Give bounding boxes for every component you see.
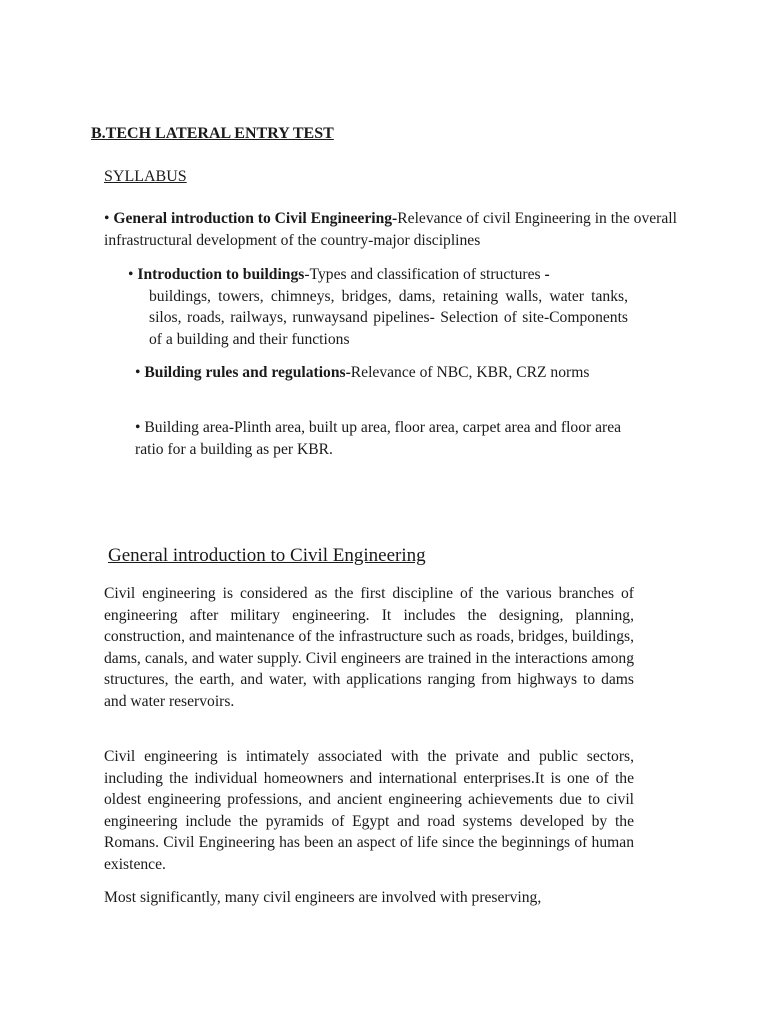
bullet: • [135, 419, 141, 436]
item-dash: - [544, 266, 550, 283]
syllabus-heading: SYLLABUS [104, 168, 187, 185]
item-text: Relevance of civil Engineering in the overall infrastructural development of the country-major disciplines [104, 210, 677, 249]
bullet: • [104, 210, 110, 227]
item-text: Building area-Plinth area, built up area, floor area, carpet area and floor area ratio for a building as per KBR. [135, 419, 622, 458]
syllabus-item-building-area [135, 417, 628, 460]
item-bold-label: Introduction to buildings [137, 266, 305, 283]
syllabus-item-civil-intro [104, 208, 684, 251]
item-text-continued: buildings, towers, chimneys, bridges, dams, retaining walls, water tanks, silos, roads, railways, runwaysand pipelines- Selection of site-Components of a building and their functions [149, 287, 628, 348]
body-paragraph: Civil engineering is intimately associated with the private and public sectors, including the individual homeowners and international enterprises.It is one of the oldest engineering professions, and ancient engineering achievements due to civil engineering include the pyramids of Egypt and road systems developed by the Romans. Civil Engineering has been an aspect of life since the beginnings of human existence. [104, 748, 634, 873]
body-paragraph: Civil engineering is considered as the first discipline of the various branches of engineering after military engineering. It includes the designing, planning, construction, and maintenance of the infrastructure such as roads, bridges, buildings, dams, canals, and water supply. Civil engineers are trained in the interactions among structures, the earth, and water, with applications ranging from highways to dams and water reservoirs. [104, 585, 634, 710]
body-paragraph: Most significantly, many civil engineers are involved with preserving, [104, 889, 542, 906]
section-heading: General introduction to Civil Engineering [108, 545, 426, 566]
item-text: -Types and classification of structures [304, 266, 545, 283]
syllabus-item-rules [135, 362, 628, 384]
bullet: • [128, 266, 134, 283]
syllabus-item-buildings [128, 264, 628, 350]
item-text: Relevance of NBC, KBR, CRZ norms [350, 364, 590, 381]
item-bold-label: General introduction to Civil Engineering- [113, 210, 398, 227]
item-bold-label: Building rules and regulations- [144, 364, 351, 381]
document-title: B.TECH LATERAL ENTRY TEST [91, 125, 334, 142]
bullet: • [135, 364, 141, 381]
